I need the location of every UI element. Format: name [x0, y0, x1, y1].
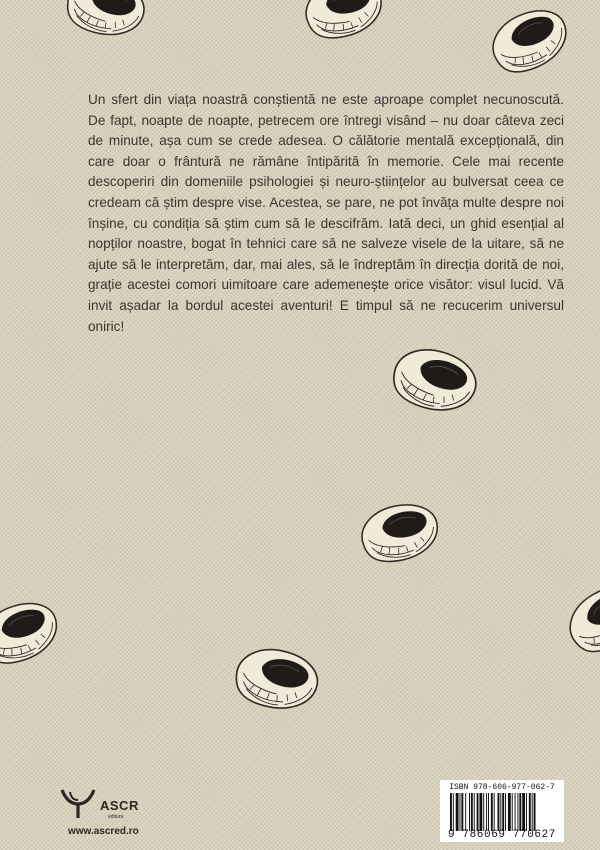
nut-shell-icon — [292, 0, 394, 51]
publisher-logo-icon — [58, 786, 98, 820]
nut-shell-icon — [475, 0, 583, 88]
nut-shell-icon — [550, 568, 600, 670]
publisher-url: www.ascred.ro — [68, 826, 139, 837]
back-cover-blurb: Un sfert din viața noastră conștientă ne este aproape complet necunoscută. De fapt, noapte de noapte, petrecem ore întregi visând – nu doar câteva zeci de minute, așa cum se crede adesea. O călătorie mentală excepțională, din care doar o frântură ne rămâne întipărită în memorie. Cele mai recente descoperiri din domeniile psihologiei și neuro-științelor au bulversat ceea ce credeam că știm despre vise. Acestea, se pare, ne pot învăța multe despre noi înșine, cu condiția să știm cum să le descifrăm. Iată deci, un ghid esențial al nopților noastre, bogat în tehnici care să ne salveze visele de la uitare, să ne ajute să le interpretăm, dar, mai ales, să le îndreptăm în direcția dorită de noi, grație acestei comori uimitoare care ademenește orice visător: visul lucid. Vă invit așadar la bordul acestei aventuri! E timpul să ne recucerim universul oniric! — [88, 92, 564, 334]
nut-shell-icon — [349, 493, 449, 574]
nut-shell-icon — [377, 331, 491, 429]
publisher-block — [58, 786, 168, 838]
publisher-subtitle: editura — [108, 814, 124, 820]
isbn-number: ISBN 978-606-977-062-7 — [449, 783, 555, 792]
ean-digits: 9 786069 770627 — [447, 829, 557, 841]
publisher-name: ASCR — [100, 798, 139, 813]
nut-shell-icon — [0, 588, 72, 679]
nut-shell-icon — [221, 633, 331, 724]
isbn-barcode — [440, 780, 564, 842]
barcode-bars — [450, 793, 558, 831]
nut-shell-icon — [53, 0, 157, 51]
